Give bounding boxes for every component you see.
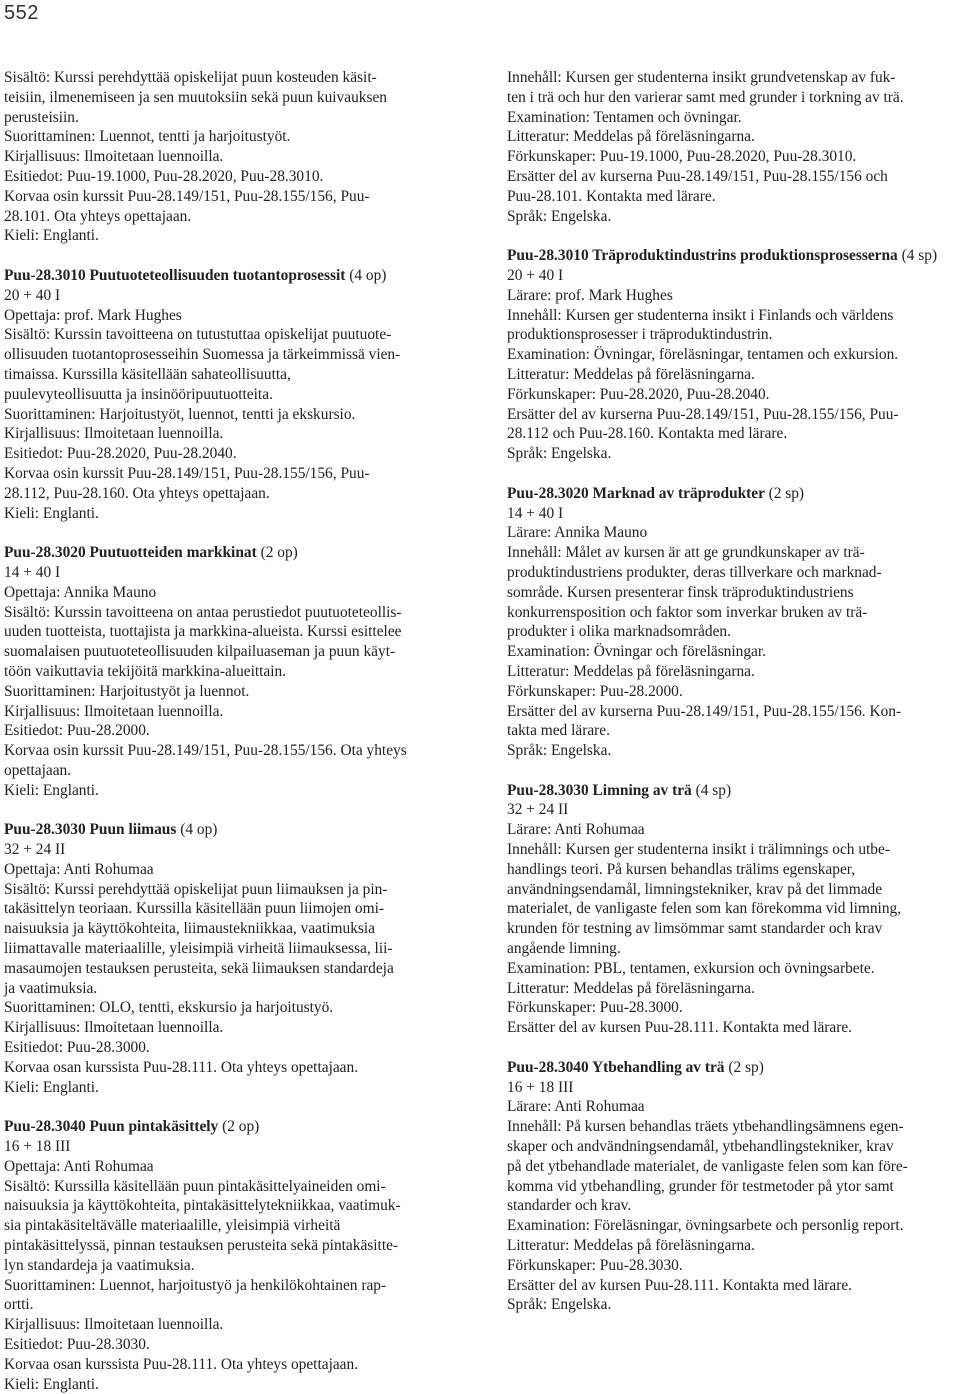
fi-course-text-line: perusteisiin. bbox=[4, 108, 79, 126]
sv-course-text-line: 16 + 18 III bbox=[507, 1078, 574, 1096]
sv-course-text-line: produktindustriens produkter, deras tillverkare och marknad- bbox=[507, 563, 882, 581]
sv-course-title bbox=[507, 781, 959, 801]
fi-course-text-line: 20 + 40 I bbox=[4, 286, 61, 304]
fi-course-text-line: Kieli: Englanti. bbox=[4, 227, 99, 245]
course-name: Träproduktindustrins produktionsprosesserna bbox=[592, 247, 898, 265]
fi-course-text-line: Korvaa osin kurssit Puu-28.149/151, Puu-28.155/156, Puu- bbox=[4, 464, 370, 482]
sv-course-text-line: Examination: Tentamen och övningar. bbox=[507, 108, 742, 126]
fi-course-text-line: Sisältö: Kurssin tavoitteena on tutustuttaa opiskelijat puutuote- bbox=[4, 326, 392, 344]
fi-course-block bbox=[4, 543, 456, 800]
fi-course-text-line: lyn standardeja ja vaatimuksia. bbox=[4, 1256, 195, 1274]
fi-course-text-line: uuden tuotteista, tuottajista ja markkina-alueista. Kurssi esittelee bbox=[4, 623, 402, 641]
sv-course-text-line: Lärare: prof. Mark Hughes bbox=[507, 286, 673, 304]
sv-course-title bbox=[507, 1058, 959, 1078]
finnish-column bbox=[4, 68, 456, 1394]
fi-course-text-line: Kirjallisuus: Ilmoitetaan luennoilla. bbox=[4, 1019, 224, 1037]
sv-course-text-line: ten i trä och hur den varierar samt med grunder i torkning av trä. bbox=[507, 88, 904, 106]
fi-course-block bbox=[4, 68, 456, 246]
sv-course-text-line: angående limning. bbox=[507, 940, 621, 958]
course-name: Puutuotteiden markkinat bbox=[89, 544, 257, 562]
fi-course-text-line: 14 + 40 I bbox=[4, 563, 61, 581]
course-code: Puu-28.3010 bbox=[507, 247, 589, 265]
fi-course-text-line: suomalaisen puutuoteteollisuuden kilpailuaseman ja puun käyt- bbox=[4, 643, 396, 661]
fi-course-text-line: Kieli: Englanti. bbox=[4, 504, 99, 522]
course-credits: (2 sp) bbox=[728, 1058, 764, 1076]
fi-course-text-line: opettajaan. bbox=[4, 761, 72, 779]
sv-course-text-line: Litteratur: Meddelas på föreläsningarna. bbox=[507, 128, 755, 146]
sv-course-text-line: Examination: Övningar och föreläsningar. bbox=[507, 643, 767, 661]
sv-course-text-line: materialet, de vanligaste felen som kan förekomma vid limning, bbox=[507, 900, 902, 918]
course-name: Limning av trä bbox=[592, 781, 692, 799]
swedish-column bbox=[507, 68, 959, 1315]
sv-course-text-line: komma vid ytbehandling, grunder för testmetoder på ytor samt bbox=[507, 1177, 894, 1195]
fi-course-block bbox=[4, 820, 456, 1097]
sv-course-text-line: Litteratur: Meddelas på föreläsningarna. bbox=[507, 365, 755, 383]
fi-course-text-line: Esitiedot: Puu-28.3030. bbox=[4, 1336, 150, 1353]
fi-course-text-line: liimattavalle materiaalille, yleisimpiä virheitä liimauksessa, lii- bbox=[4, 940, 393, 958]
fi-course-text-line: Korvaa osan kurssista Puu-28.111. Ota yhteys opettajaan. bbox=[4, 1058, 359, 1076]
sv-course-title bbox=[507, 246, 959, 266]
sv-course-block bbox=[507, 246, 959, 464]
fi-course-text-line: Kirjallisuus: Ilmoitetaan luennoilla. bbox=[4, 702, 224, 720]
sv-course-text-line: handlings teori. På kursen behandlas trälims egenskaper, bbox=[507, 860, 856, 878]
sv-course-text-line: Examination: PBL, tentamen, exkursion och övningsarbete. bbox=[507, 959, 875, 977]
course-code: Puu-28.3040 bbox=[4, 1118, 86, 1136]
fi-course-text-line: 16 + 18 III bbox=[4, 1138, 71, 1156]
fi-course-text-line: naisuuksia ja käyttökohteita, pintakäsittelytekniikkaa, vaatimuk- bbox=[4, 1197, 401, 1215]
fi-course-text-line: naisuuksia ja käyttökohteita, liimaustekniikkaa, vaatimuksia bbox=[4, 920, 375, 938]
fi-course-text-line: takäsittelyn teoriaan. Kurssilla käsitellään puun liimojen omi- bbox=[4, 900, 384, 918]
sv-course-text-line: Ersätter del av kurserna Puu-28.149/151, Puu-28.155/156 och bbox=[507, 167, 888, 185]
sv-course-title bbox=[507, 484, 959, 504]
sv-course-text-line: Språk: Engelska. bbox=[507, 742, 612, 760]
sv-course-text-line: Examination: Föreläsningar, övningsarbete och personlig report. bbox=[507, 1217, 904, 1235]
fi-course-text-line: Korvaa osan kurssista Puu-28.111. Ota yhteys opettajaan. bbox=[4, 1355, 359, 1373]
fi-course-text-line: Kieli: Englanti. bbox=[4, 781, 99, 799]
course-name: Puun pintakäsittely bbox=[89, 1118, 219, 1136]
sv-course-text-line: Litteratur: Meddelas på föreläsningarna. bbox=[507, 662, 755, 680]
fi-course-text-line: Kirjallisuus: Ilmoitetaan luennoilla. bbox=[4, 1316, 224, 1334]
fi-course-block bbox=[4, 1117, 456, 1394]
sv-course-block bbox=[507, 781, 959, 1038]
sv-course-text-line: produkter i olika marknadsområden. bbox=[507, 623, 731, 641]
sv-course-text-line: användningsendamål, limningstekniker, krav på det limmade bbox=[507, 880, 883, 898]
sv-course-text-line: Litteratur: Meddelas på föreläsningarna. bbox=[507, 979, 755, 997]
sv-course-text-line: Förkunskaper: Puu-28.3030. bbox=[507, 1256, 683, 1274]
sv-course-text-line: Språk: Engelska. bbox=[507, 1296, 612, 1314]
fi-course-text-line: Sisältö: Kurssi perehdyttää opiskelijat puun kosteuden käsit- bbox=[4, 69, 377, 86]
sv-course-text-line: 28.112 och Puu-28.160. Kontakta med lärare. bbox=[507, 425, 788, 443]
fi-course-text-line: Opettaja: Annika Mauno bbox=[4, 583, 157, 601]
fi-course-text-line: timaissa. Kurssilla käsitellään sahateollisuutta, bbox=[4, 365, 291, 383]
sv-course-text-line: Ersätter del av kurserna Puu-28.149/151, Puu-28.155/156, Puu- bbox=[507, 405, 899, 423]
sv-course-text-line: Ersätter del av kursen Puu-28.111. Kontakta med lärare. bbox=[507, 1019, 853, 1037]
course-credits: (4 op) bbox=[180, 821, 218, 839]
fi-course-text-line: Suorittaminen: Luennot, harjoitustyö ja henkilökohtainen rap- bbox=[4, 1276, 387, 1294]
course-credits: (4 sp) bbox=[901, 247, 938, 265]
fi-course-text-line: Korvaa osin kurssit Puu-28.149/151, Puu-28.155/156. Ota yhteys bbox=[4, 742, 407, 760]
fi-course-text-line: Kieli: Englanti. bbox=[4, 1375, 99, 1393]
fi-course-title bbox=[4, 820, 456, 840]
sv-course-text-line: Ersätter del av kurserna Puu-28.149/151, Puu-28.155/156. Kon- bbox=[507, 702, 902, 720]
course-code: Puu-28.3010 bbox=[4, 266, 86, 284]
fi-course-text-line: Opettaja: Anti Rohumaa bbox=[4, 860, 154, 878]
fi-course-text-line: 32 + 24 II bbox=[4, 841, 66, 859]
course-code: Puu-28.3020 bbox=[4, 544, 86, 562]
sv-course-text-line: Innehåll: Målet av kursen är att ge grundkunskaper av trä- bbox=[507, 544, 865, 562]
sv-course-text-line: Innehåll: Kursen ger studenterna insikt i trälimnings och utbe- bbox=[507, 841, 890, 859]
fi-course-text-line: Korvaa osin kurssit Puu-28.149/151, Puu-28.155/156, Puu- bbox=[4, 187, 370, 205]
fi-course-text-line: töön vaikuttavia tekijöitä markkina-alueittain. bbox=[4, 662, 287, 680]
course-credits: (4 op) bbox=[349, 266, 387, 284]
fi-course-text-line: Suorittaminen: Harjoitustyöt, luennot, tentti ja ekskursio. bbox=[4, 405, 356, 423]
sv-course-text-line: 20 + 40 I bbox=[507, 266, 564, 284]
fi-course-text-line: ja vaatimuksia. bbox=[4, 979, 98, 997]
fi-course-text-line: Sisältö: Kurssilla käsitellään puun pintakäsittelyaineiden omi- bbox=[4, 1177, 386, 1195]
course-name: Ytbehandling av trä bbox=[591, 1058, 725, 1076]
fi-course-text-line: teisiin, ilmenemiseen ja sen muutoksiin sekä puun kuivauksen bbox=[4, 88, 387, 106]
course-code: Puu-28.3030 bbox=[507, 781, 589, 799]
fi-course-text-line: ollisuuden tuotantoprosesseihin Suomessa ja tärkeimmissä vien- bbox=[4, 346, 401, 364]
fi-course-text-line: sia pintakäsiteltävälle materiaalille, yleisimpiä virheitä bbox=[4, 1217, 341, 1235]
sv-course-text-line: Innehåll: Kursen ger studenterna insikt grundvetenskap av fuk- bbox=[507, 69, 896, 86]
fi-course-title bbox=[4, 266, 456, 286]
sv-course-text-line: på det ytbehandlade materialet, de vanligaste felen som kan före- bbox=[507, 1157, 908, 1175]
fi-course-text-line: Opettaja: prof. Mark Hughes bbox=[4, 306, 182, 324]
sv-course-text-line: Lärare: Annika Mauno bbox=[507, 524, 648, 542]
sv-course-text-line: Innehåll: Kursen ger studenterna insikt i Finlands och världens bbox=[507, 306, 894, 324]
sv-course-block bbox=[507, 1058, 959, 1315]
fi-course-text-line: Esitiedot: Puu-19.1000, Puu-28.2020, Puu-28.3010. bbox=[4, 167, 324, 185]
sv-course-text-line: Språk: Engelska. bbox=[507, 207, 612, 225]
sv-course-text-line: Förkunskaper: Puu-28.2020, Puu-28.2040. bbox=[507, 385, 770, 403]
sv-course-block bbox=[507, 68, 959, 226]
fi-course-text-line: 28.101. Ota yhteys opettajaan. bbox=[4, 207, 192, 225]
sv-course-text-line: Innehåll: På kursen behandlas träets ytbehandlingsämnens egen- bbox=[507, 1118, 904, 1136]
sv-course-text-line: standarder och krav. bbox=[507, 1197, 632, 1215]
fi-course-text-line: Suorittaminen: Harjoitustyöt ja luennot. bbox=[4, 682, 250, 700]
fi-course-text-line: Kirjallisuus: Ilmoitetaan luennoilla. bbox=[4, 148, 224, 166]
course-code: Puu-28.3030 bbox=[4, 821, 86, 839]
course-name: Puun liimaus bbox=[89, 821, 177, 839]
sv-course-text-line: Förkunskaper: Puu-28.2000. bbox=[507, 682, 683, 700]
sv-course-text-line: Förkunskaper: Puu-19.1000, Puu-28.2020, Puu-28.3010. bbox=[507, 148, 857, 166]
sv-course-text-line: Puu-28.101. Kontakta med lärare. bbox=[507, 187, 716, 205]
sv-course-text-line: Språk: Engelska. bbox=[507, 445, 612, 463]
fi-course-text-line: Sisältö: Kurssin tavoitteena on antaa perustiedot puutuoteteollis- bbox=[4, 603, 402, 621]
sv-course-text-line: sområde. Kursen presenterar finsk träproduktindustriens bbox=[507, 583, 854, 601]
fi-course-text-line: ortti. bbox=[4, 1296, 34, 1314]
sv-course-text-line: konkurrensposition och faktor som inverkar bruken av trä- bbox=[507, 603, 868, 621]
fi-course-text-line: Kirjallisuus: Ilmoitetaan luennoilla. bbox=[4, 425, 224, 443]
fi-course-text-line: pintakäsittelyssä, pinnan testauksen perusteita sekä pintakäsitte- bbox=[4, 1237, 399, 1255]
fi-course-text-line: Opettaja: Anti Rohumaa bbox=[4, 1157, 154, 1175]
course-code: Puu-28.3020 bbox=[507, 484, 589, 502]
page-number: 552 bbox=[4, 2, 39, 24]
course-credits: (4 sp) bbox=[695, 781, 732, 799]
sv-course-text-line: Lärare: Anti Rohumaa bbox=[507, 1098, 645, 1116]
sv-course-text-line: Ersätter del av kursen Puu-28.111. Kontakta med lärare. bbox=[507, 1276, 853, 1294]
sv-course-block bbox=[507, 484, 959, 761]
fi-course-text-line: Sisältö: Kurssi perehdyttää opiskelijat puun liimauksen ja pin- bbox=[4, 880, 388, 898]
sv-course-text-line: Lärare: Anti Rohumaa bbox=[507, 821, 645, 839]
sv-course-text-line: produktionsprosesser i träproduktindustrin. bbox=[507, 326, 773, 344]
fi-course-block bbox=[4, 266, 456, 523]
fi-course-title bbox=[4, 1117, 456, 1137]
course-name: Puutuoteteollisuuden tuotantoprosessit bbox=[89, 266, 346, 284]
sv-course-text-line: Litteratur: Meddelas på föreläsningarna. bbox=[507, 1237, 755, 1255]
course-credits: (2 op) bbox=[222, 1118, 260, 1136]
sv-course-text-line: Förkunskaper: Puu-28.3000. bbox=[507, 999, 683, 1017]
fi-course-text-line: Esitiedot: Puu-28.2020, Puu-28.2040. bbox=[4, 445, 237, 463]
course-name: Marknad av träprodukter bbox=[592, 484, 765, 502]
fi-course-text-line: puulevyteollisuutta ja insinööripuutuotteita. bbox=[4, 385, 273, 403]
course-code: Puu-28.3040 bbox=[507, 1058, 589, 1076]
fi-course-title bbox=[4, 543, 456, 563]
fi-course-text-line: Kieli: Englanti. bbox=[4, 1078, 99, 1096]
sv-course-text-line: Examination: Övningar, föreläsningar, tentamen och exkursion. bbox=[507, 346, 899, 364]
course-credits: (2 op) bbox=[260, 544, 298, 562]
sv-course-text-line: takta med lärare. bbox=[507, 722, 610, 740]
fi-course-text-line: Esitiedot: Puu-28.3000. bbox=[4, 1039, 150, 1057]
sv-course-text-line: 32 + 24 II bbox=[507, 801, 569, 819]
fi-course-text-line: Esitiedot: Puu-28.2000. bbox=[4, 722, 150, 740]
sv-course-text-line: skaper och andvändningsendamål, ytbehandlingstekniker, krav bbox=[507, 1138, 894, 1156]
fi-course-text-line: Suorittaminen: Luennot, tentti ja harjoitustyöt. bbox=[4, 128, 291, 146]
fi-course-text-line: Suorittaminen: OLO, tentti, ekskursio ja harjoitustyö. bbox=[4, 999, 334, 1017]
sv-course-text-line: 14 + 40 I bbox=[507, 504, 564, 522]
course-credits: (2 sp) bbox=[768, 484, 805, 502]
sv-course-text-line: krunden för testning av limsömmar samt standarder och krav bbox=[507, 920, 883, 938]
fi-course-text-line: masaumojen testauksen perusteita, sekä liimauksen standardeja bbox=[4, 959, 394, 977]
fi-course-text-line: 28.112, Puu-28.160. Ota yhteys opettajaan. bbox=[4, 484, 270, 502]
